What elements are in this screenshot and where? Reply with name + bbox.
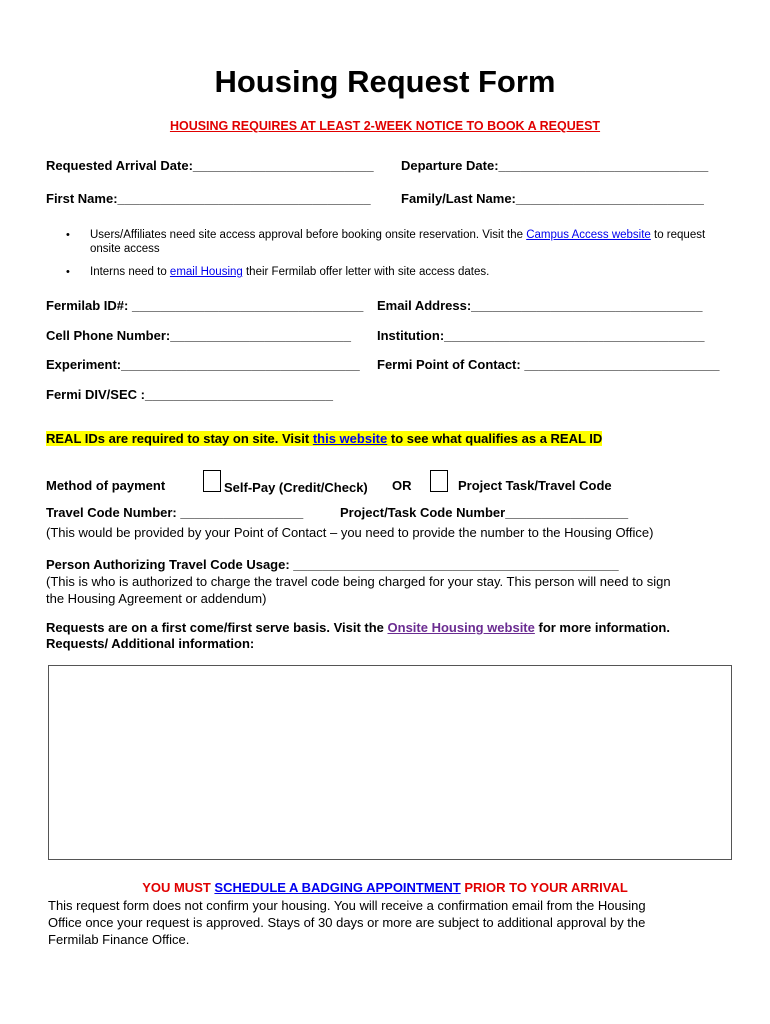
bullet-2-pre: Interns need to [90, 266, 170, 278]
footer-line2: Office once your request is approved. Stays of 30 days or more are subject to additional approval by the [48, 915, 646, 930]
bullet-2-post: their Fermilab offer letter with site access dates. [242, 266, 490, 278]
authorizing-note-line2: the Housing Agreement or addendum) [46, 591, 267, 606]
cell-phone-field[interactable]: Cell Phone Number:_________________________ [46, 328, 351, 343]
fermilab-id-field[interactable]: Fermilab ID#: ________________________________ [46, 298, 364, 313]
email-address-field[interactable]: Email Address:________________________________ [377, 298, 703, 313]
experiment-field[interactable]: Experiment:_________________________________ [46, 357, 360, 372]
bullet-1-line2: onsite access [90, 243, 160, 255]
self-pay-label: Self-Pay (Credit/Check) [224, 480, 368, 495]
bullet-2-dot: • [66, 266, 70, 278]
institution-field[interactable]: Institution:____________________________________ [377, 328, 705, 343]
requests-info [46, 620, 670, 635]
real-id-link[interactable]: this website [312, 431, 388, 446]
requests-post: for more information. [534, 620, 670, 635]
family-name-field[interactable]: Family/Last Name:__________________________ [401, 191, 704, 206]
real-id-post: to see what qualifies as a REAL ID [387, 431, 603, 446]
bullet-1-post: to request [650, 229, 706, 241]
bullet-1-dot: • [66, 229, 70, 241]
project-task-label: Project Task/Travel Code [458, 478, 612, 493]
or-label: OR [392, 478, 412, 493]
payment-label: Method of payment [46, 478, 166, 493]
first-name-field[interactable]: First Name:___________________________________ [46, 191, 371, 206]
additional-info-textbox[interactable] [48, 665, 732, 860]
requests-pre: Requests are on a first come/first serve basis. Visit the [46, 620, 388, 635]
arrival-date-field[interactable]: Requested Arrival Date:_________________________ [46, 158, 374, 173]
travel-code-field[interactable]: Travel Code Number: _________________ [46, 505, 304, 520]
additional-info-label: Requests/ Additional information: [46, 636, 255, 651]
badging-pre: YOU MUST [142, 880, 215, 895]
footer-line1: This request form does not confirm your housing. You will receive a confirmation email from the Housing [48, 898, 646, 913]
point-of-contact-field[interactable]: Fermi Point of Contact: ___________________________ [377, 357, 720, 372]
project-task-checkbox[interactable] [430, 470, 448, 492]
real-id-pre: REAL IDs are required to stay on site. Visit [46, 431, 313, 446]
bullet-1-text [90, 229, 705, 241]
bullet-1-pre: Users/Affiliates need site access approval before booking onsite reservation. Visit the [90, 229, 527, 241]
campus-access-link[interactable]: Campus Access website [526, 229, 651, 241]
page-title: Housing Request Form [214, 64, 556, 99]
authorizing-person-field[interactable]: Person Authorizing Travel Code Usage: _____________________________________________ [46, 557, 619, 572]
email-housing-link[interactable]: email Housing [169, 266, 243, 278]
bullet-2-text [90, 266, 489, 278]
footer-line3: Fermilab Finance Office. [48, 932, 190, 947]
badging-post: PRIOR TO YOUR ARRIVAL [460, 880, 628, 895]
notice-banner: HOUSING REQUIRES AT LEAST 2-WEEK NOTICE TO BOOK A REQUEST [169, 119, 601, 133]
travel-code-note: (This would be provided by your Point of Contact – you need to provide the number to the Housing Office) [46, 525, 654, 540]
real-id-notice [46, 431, 602, 446]
div-sec-field[interactable]: Fermi DIV/SEC :__________________________ [46, 387, 333, 402]
authorizing-note-line1: (This is who is authorized to charge the travel code being charged for your stay. This person will need to sign [46, 574, 671, 589]
departure-date-field[interactable]: Departure Date:_____________________________ [401, 158, 709, 173]
project-task-code-field[interactable]: Project/Task Code Number_________________ [340, 505, 629, 520]
onsite-housing-link[interactable]: Onsite Housing website [387, 620, 535, 635]
badging-notice [0, 880, 770, 895]
self-pay-checkbox[interactable] [203, 470, 221, 492]
badging-link[interactable]: SCHEDULE A BADGING APPOINTMENT [214, 880, 461, 895]
